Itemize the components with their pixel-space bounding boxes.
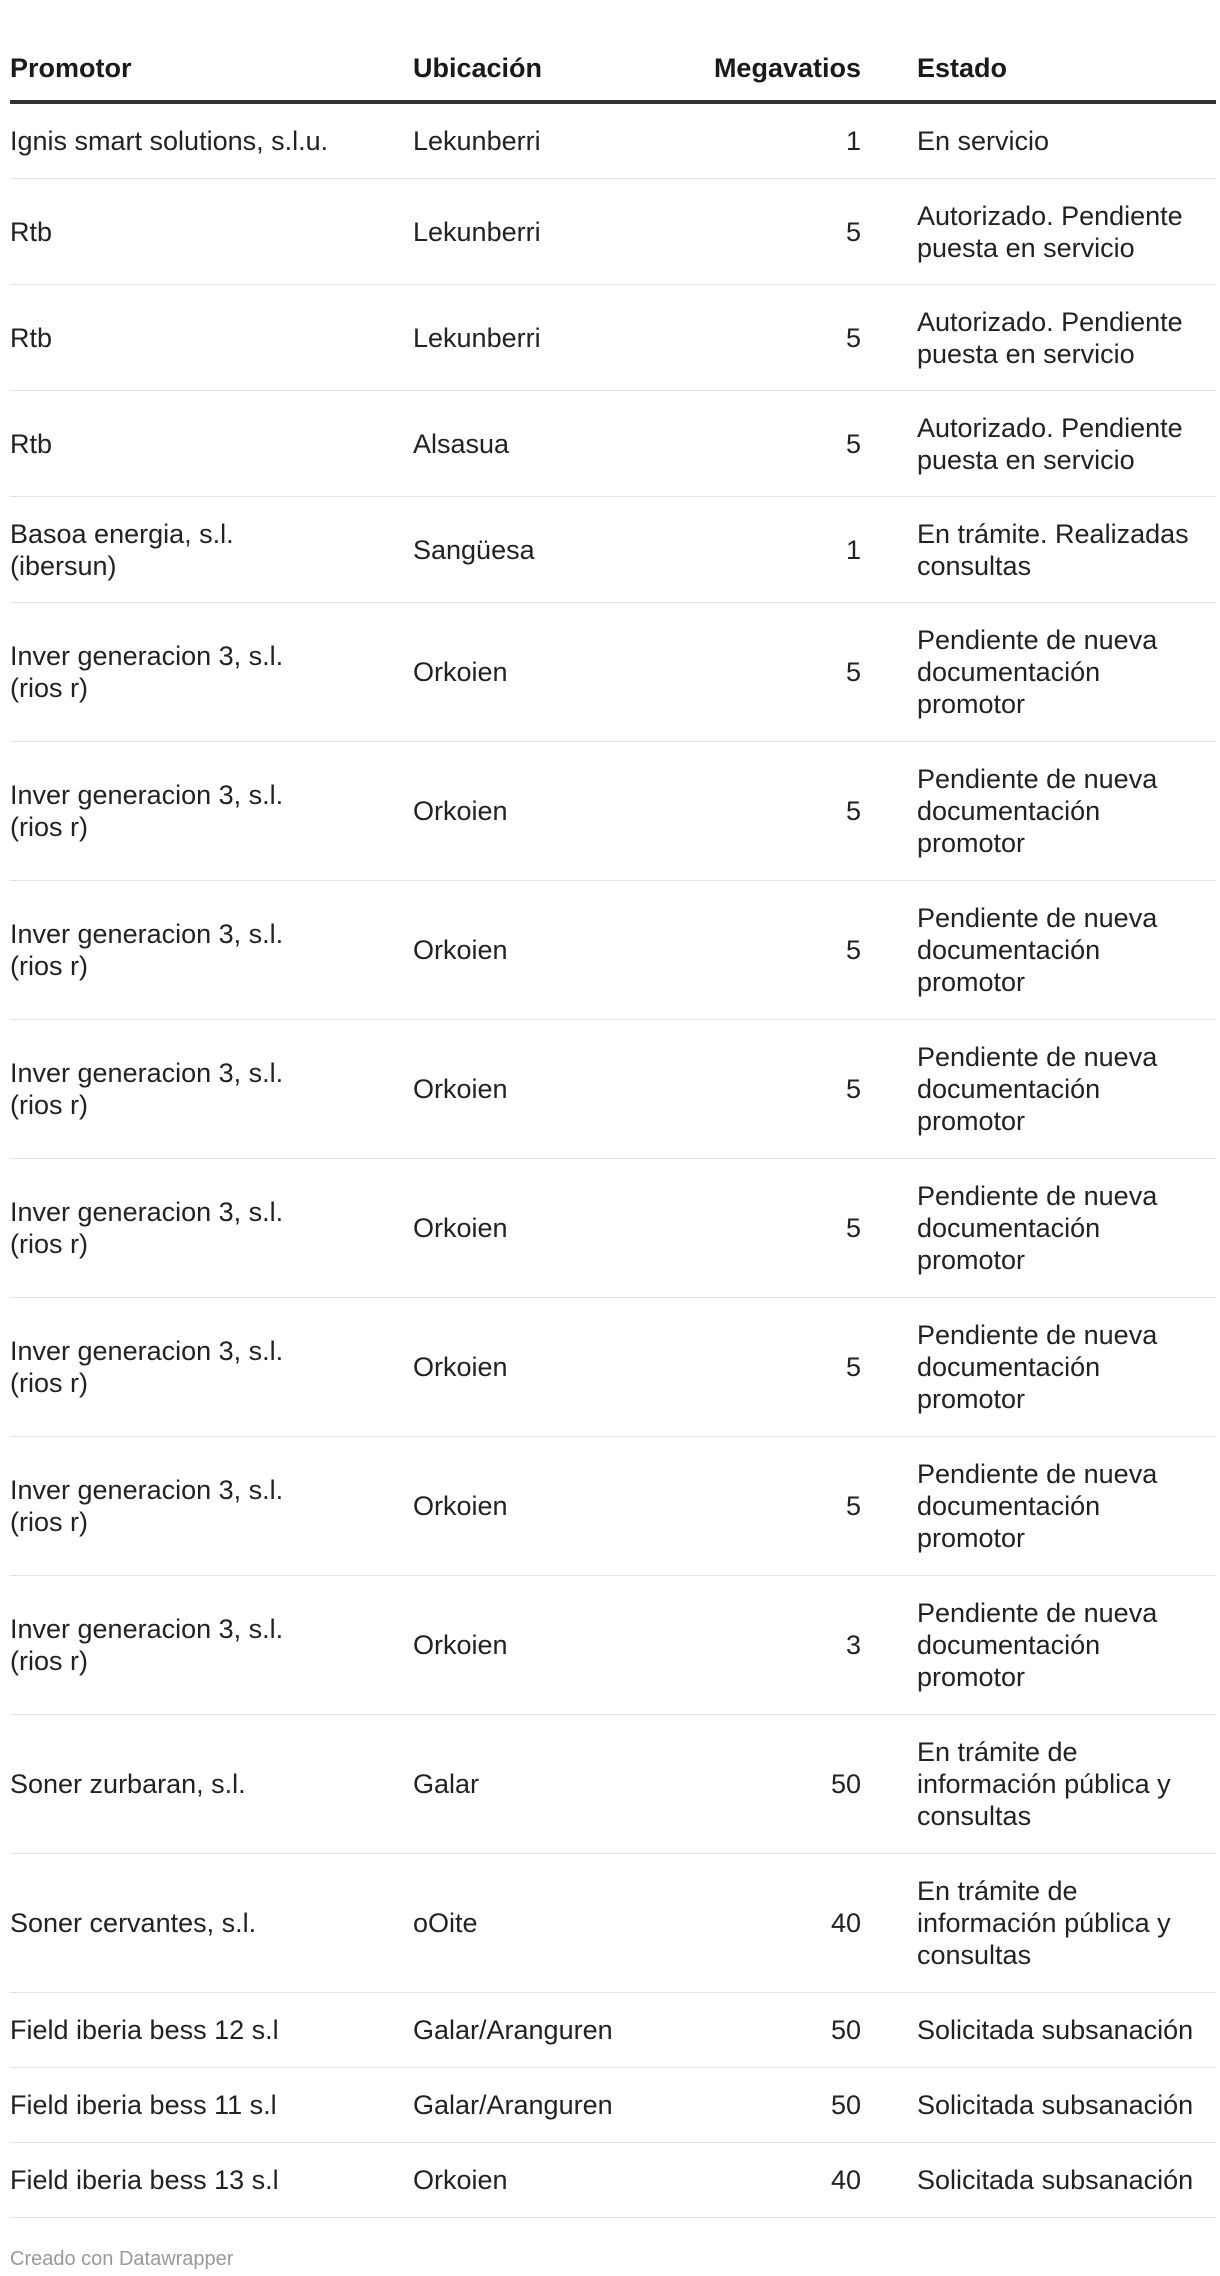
cell-estado-line: En trámite de — [917, 1737, 1078, 1767]
cell-megavatios: 5 — [683, 881, 861, 1020]
cell-estado-line: documentación — [917, 1491, 1101, 1521]
table-row — [10, 742, 1216, 881]
cell-promotor-line: Inver generacion 3, s.l. — [10, 1197, 284, 1227]
cell-ubicacion: Orkoien — [413, 603, 683, 742]
cell-promotor — [10, 1437, 413, 1576]
cell-ubicacion: Orkoien — [413, 2143, 683, 2218]
cell-estado-line: Solicitada subsanación — [917, 2015, 1194, 2045]
credit-text: Creado con Datawrapper — [10, 2248, 234, 2270]
cell-promotor-line: (ibersun) — [10, 550, 117, 581]
cell-promotor-line: (rios r) — [10, 812, 88, 842]
cell-estado-line: documentación — [917, 1352, 1101, 1382]
cell-megavatios: 50 — [683, 1715, 861, 1854]
cell-promotor-line: Field iberia bess 12 s.l — [10, 2015, 279, 2045]
cell-ubicacion: Orkoien — [413, 742, 683, 881]
cell-ubicacion: Sangüesa — [413, 497, 683, 603]
cell-estado-line: promotor — [917, 689, 1026, 719]
cell-promotor-line: Basoa energia, s.l. — [10, 518, 234, 549]
cell-estado-line: Autorizado. Pendiente — [917, 200, 1183, 231]
table-row — [10, 1993, 1216, 2068]
cell-promotor-line: Inver generacion 3, s.l. — [10, 641, 284, 671]
cell-estado — [861, 742, 1216, 881]
cell-megavatios: 5 — [683, 1437, 861, 1576]
cell-promotor-line: (rios r) — [10, 1646, 88, 1676]
cell-promotor — [10, 1715, 413, 1854]
table-row — [10, 603, 1216, 742]
cell-ubicacion: Orkoien — [413, 1298, 683, 1437]
cell-megavatios: 5 — [683, 391, 861, 497]
cell-ubicacion: Lekunberri — [413, 285, 683, 391]
cell-estado-line: promotor — [917, 1106, 1026, 1136]
table-body — [10, 102, 1216, 2218]
cell-promotor-line: Soner zurbaran, s.l. — [10, 1769, 246, 1799]
cell-ubicacion: Lekunberri — [413, 102, 683, 179]
cell-promotor — [10, 1298, 413, 1437]
cell-promotor — [10, 603, 413, 742]
header-megavatios[interactable]: Megavatios — [683, 36, 861, 102]
cell-promotor — [10, 2068, 413, 2143]
header-ubicacion[interactable]: Ubicación — [413, 36, 683, 102]
cell-estado-line: promotor — [917, 828, 1026, 858]
table-row — [10, 881, 1216, 1020]
cell-estado-line: Autorizado. Pendiente — [917, 412, 1183, 443]
cell-promotor — [10, 497, 413, 603]
cell-promotor — [10, 742, 413, 881]
cell-promotor-line: Inver generacion 3, s.l. — [10, 780, 284, 810]
data-table — [10, 36, 1216, 2218]
cell-promotor-line: Inver generacion 3, s.l. — [10, 1336, 284, 1366]
cell-estado — [861, 881, 1216, 1020]
cell-estado — [861, 497, 1216, 603]
table-row — [10, 1298, 1216, 1437]
cell-estado — [861, 1437, 1216, 1576]
cell-promotor-line: Rtb — [10, 428, 53, 459]
cell-estado-line: Autorizado. Pendiente — [917, 306, 1183, 337]
cell-ubicacion: Orkoien — [413, 1020, 683, 1159]
cell-promotor — [10, 391, 413, 497]
cell-estado-line: promotor — [917, 1245, 1026, 1275]
cell-ubicacion: Orkoien — [413, 1576, 683, 1715]
cell-estado-line: Solicitada subsanación — [917, 2165, 1194, 2195]
cell-promotor-line: (rios r) — [10, 1090, 88, 1120]
cell-estado-line: promotor — [917, 1384, 1026, 1414]
header-estado[interactable]: Estado — [861, 36, 1216, 102]
cell-ubicacion: Alsasua — [413, 391, 683, 497]
cell-estado — [861, 1854, 1216, 1993]
cell-estado-line: Pendiente de nueva — [917, 625, 1158, 655]
cell-promotor-line: (rios r) — [10, 1368, 88, 1398]
cell-megavatios: 40 — [683, 2143, 861, 2218]
cell-estado — [861, 1159, 1216, 1298]
cell-estado-line: documentación — [917, 796, 1101, 826]
cell-promotor-line: Field iberia bess 13 s.l — [10, 2165, 279, 2195]
table-row — [10, 1437, 1216, 1576]
cell-estado-line: Pendiente de nueva — [917, 1320, 1158, 1350]
cell-estado — [861, 179, 1216, 285]
cell-megavatios: 3 — [683, 1576, 861, 1715]
cell-promotor-line: Field iberia bess 11 s.l — [10, 2090, 277, 2120]
cell-promotor-line: Inver generacion 3, s.l. — [10, 1614, 284, 1644]
cell-estado-line: promotor — [917, 1523, 1026, 1553]
cell-estado-line: consultas — [917, 550, 1032, 581]
table-row — [10, 285, 1216, 391]
cell-promotor-line: Inver generacion 3, s.l. — [10, 1058, 284, 1088]
table-row — [10, 1020, 1216, 1159]
cell-estado — [861, 1576, 1216, 1715]
cell-megavatios: 1 — [683, 497, 861, 603]
table-row — [10, 1854, 1216, 1993]
cell-promotor-line: (rios r) — [10, 673, 88, 703]
cell-estado-line: En servicio — [917, 126, 1050, 156]
cell-ubicacion: Galar — [413, 1715, 683, 1854]
cell-megavatios: 5 — [683, 742, 861, 881]
cell-estado — [861, 1715, 1216, 1854]
cell-estado — [861, 2143, 1216, 2218]
cell-megavatios: 1 — [683, 102, 861, 179]
cell-promotor — [10, 1576, 413, 1715]
cell-ubicacion: Orkoien — [413, 1159, 683, 1298]
cell-promotor — [10, 881, 413, 1020]
table-row — [10, 2068, 1216, 2143]
cell-ubicacion: Lekunberri — [413, 179, 683, 285]
cell-estado-line: documentación — [917, 935, 1101, 965]
table-row — [10, 2143, 1216, 2218]
cell-estado-line: puesta en servicio — [917, 232, 1135, 263]
cell-estado-line: Pendiente de nueva — [917, 1181, 1158, 1211]
cell-estado-line: documentación — [917, 1630, 1101, 1660]
table-row — [10, 391, 1216, 497]
cell-estado — [861, 391, 1216, 497]
cell-megavatios: 5 — [683, 285, 861, 391]
cell-megavatios: 5 — [683, 179, 861, 285]
cell-promotor — [10, 1993, 413, 2068]
cell-estado-line: documentación — [917, 1213, 1101, 1243]
cell-promotor — [10, 102, 413, 179]
cell-estado-line: promotor — [917, 1662, 1026, 1692]
cell-promotor — [10, 2143, 413, 2218]
cell-megavatios: 5 — [683, 1298, 861, 1437]
cell-estado-line: En trámite de — [917, 1876, 1078, 1906]
header-row — [10, 36, 1216, 102]
cell-estado-line: información pública y — [917, 1769, 1171, 1799]
cell-megavatios: 50 — [683, 1993, 861, 2068]
cell-promotor-line: (rios r) — [10, 1507, 88, 1537]
cell-megavatios: 50 — [683, 2068, 861, 2143]
table-row — [10, 497, 1216, 603]
cell-promotor-line: (rios r) — [10, 951, 88, 981]
cell-megavatios: 5 — [683, 603, 861, 742]
cell-promotor-line: Inver generacion 3, s.l. — [10, 1475, 284, 1505]
cell-estado-line: Pendiente de nueva — [917, 764, 1158, 794]
table-row — [10, 1576, 1216, 1715]
cell-estado-line: Pendiente de nueva — [917, 1598, 1158, 1628]
cell-estado — [861, 2068, 1216, 2143]
cell-estado — [861, 102, 1216, 179]
cell-ubicacion: Galar/Aranguren — [413, 2068, 683, 2143]
cell-promotor — [10, 1020, 413, 1159]
cell-promotor-line: Soner cervantes, s.l. — [10, 1908, 257, 1938]
cell-estado-line: información pública y — [917, 1908, 1171, 1938]
cell-ubicacion: Orkoien — [413, 881, 683, 1020]
table-header — [10, 36, 1216, 102]
cell-estado-line: promotor — [917, 967, 1026, 997]
cell-promotor-line: Ignis smart solutions, s.l.u. — [10, 126, 329, 156]
cell-estado — [861, 1020, 1216, 1159]
cell-promotor-line: Rtb — [10, 322, 53, 353]
cell-promotor — [10, 1159, 413, 1298]
cell-promotor-line: Inver generacion 3, s.l. — [10, 919, 284, 949]
cell-estado-line: Pendiente de nueva — [917, 903, 1158, 933]
table-row — [10, 1159, 1216, 1298]
cell-promotor — [10, 1854, 413, 1993]
header-promotor[interactable]: Promotor — [10, 36, 413, 102]
table-row — [10, 102, 1216, 179]
cell-estado — [861, 1993, 1216, 2068]
cell-estado — [861, 1298, 1216, 1437]
cell-estado-line: documentación — [917, 657, 1101, 687]
cell-estado-line: Pendiente de nueva — [917, 1042, 1158, 1072]
cell-megavatios: 40 — [683, 1854, 861, 1993]
cell-megavatios: 5 — [683, 1020, 861, 1159]
cell-estado — [861, 603, 1216, 742]
cell-estado-line: puesta en servicio — [917, 338, 1135, 369]
cell-estado-line: Solicitada subsanación — [917, 2090, 1194, 2120]
cell-promotor — [10, 285, 413, 391]
cell-promotor — [10, 179, 413, 285]
cell-estado-line: Pendiente de nueva — [917, 1459, 1158, 1489]
cell-promotor-line: (rios r) — [10, 1229, 88, 1259]
cell-megavatios: 5 — [683, 1159, 861, 1298]
cell-ubicacion: oOite — [413, 1854, 683, 1993]
cell-ubicacion: Galar/Aranguren — [413, 1993, 683, 2068]
cell-estado-line: consultas — [917, 1940, 1032, 1970]
table-row — [10, 179, 1216, 285]
cell-estado-line: En trámite. Realizadas — [917, 518, 1189, 549]
cell-ubicacion: Orkoien — [413, 1437, 683, 1576]
cell-estado-line: documentación — [917, 1074, 1101, 1104]
cell-estado-line: puesta en servicio — [917, 444, 1135, 475]
cell-estado — [861, 285, 1216, 391]
cell-promotor-line: Rtb — [10, 216, 53, 247]
table-row — [10, 1715, 1216, 1854]
cell-estado-line: consultas — [917, 1801, 1032, 1831]
